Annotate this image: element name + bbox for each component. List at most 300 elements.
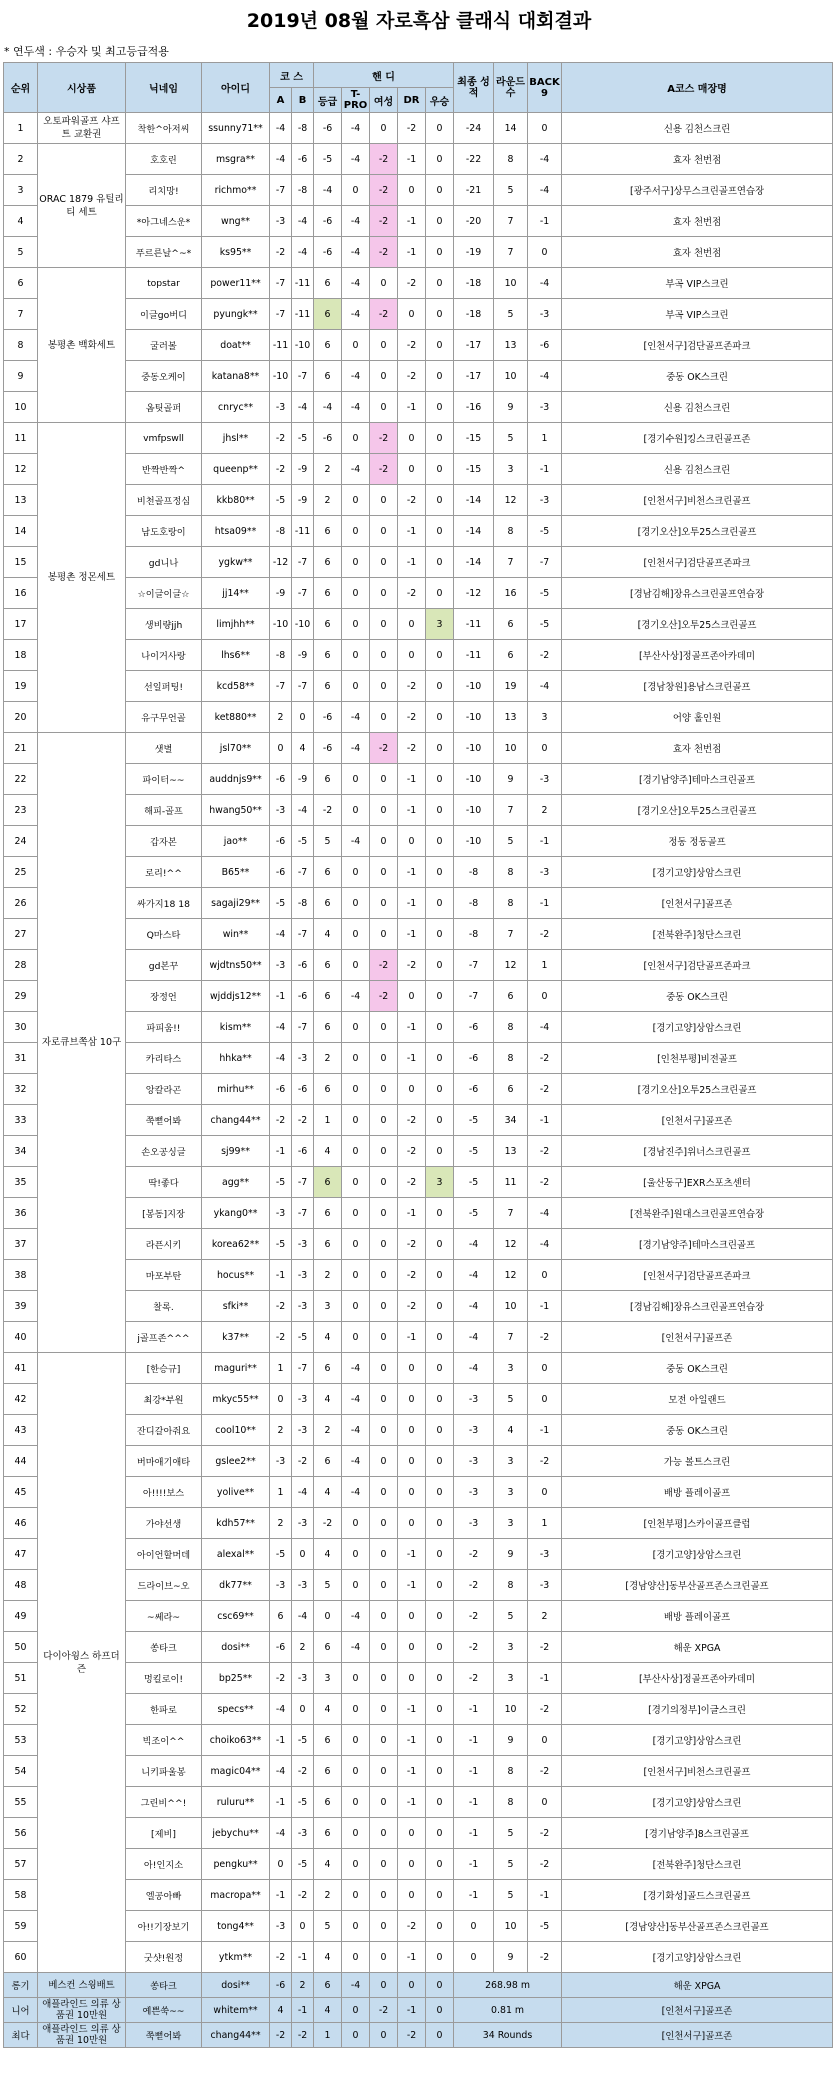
table-row [4, 330, 833, 361]
nickname-cell: 멍킬로이! [126, 1663, 202, 1694]
win-cell: 0 [426, 578, 454, 609]
nickname-cell: 잔디갈아줘요 [126, 1415, 202, 1446]
table-row [4, 888, 833, 919]
a-cell: 0 [270, 733, 292, 764]
store-cell: [경기고양]상암스크린 [562, 1012, 833, 1043]
a-cell: -2 [270, 1663, 292, 1694]
grade-cell: 2 [314, 1415, 342, 1446]
a-cell: -2 [270, 1291, 292, 1322]
dr-cell: 0 [398, 609, 426, 640]
dr-cell: 0 [398, 1632, 426, 1663]
b-cell: -7 [292, 1353, 314, 1384]
table-row [4, 361, 833, 392]
tpro-cell: -4 [342, 361, 370, 392]
rounds-cell: 5 [494, 1601, 528, 1632]
b-cell: -6 [292, 1136, 314, 1167]
store-cell: 효자 천번점 [562, 237, 833, 268]
nickname-cell: 로리!^^ [126, 857, 202, 888]
grade-cell: -4 [314, 175, 342, 206]
table-row [4, 1632, 833, 1663]
female-cell: 0 [370, 1942, 398, 1973]
id-cell: bp25** [202, 1663, 270, 1694]
back9-cell: -4 [528, 268, 562, 299]
dr-cell: 0 [398, 1477, 426, 1508]
b-cell: -3 [292, 1818, 314, 1849]
back9-cell: -2 [528, 1632, 562, 1663]
female-cell: 0 [370, 1384, 398, 1415]
back9-cell: -1 [528, 888, 562, 919]
table-row [4, 1384, 833, 1415]
female-cell: 0 [370, 919, 398, 950]
tpro-cell: 0 [342, 1849, 370, 1880]
rounds-cell: 12 [494, 950, 528, 981]
nickname-cell: 예쁜쑥~~ [126, 1998, 202, 2023]
a-cell: -3 [270, 1446, 292, 1477]
tpro-cell: 0 [342, 1694, 370, 1725]
final-cell: -5 [454, 1167, 494, 1198]
grade-cell: 4 [314, 1998, 342, 2023]
id-cell: limjhh** [202, 609, 270, 640]
back9-cell: -5 [528, 516, 562, 547]
final-cell: -1 [454, 1818, 494, 1849]
final-cell: -2 [454, 1663, 494, 1694]
female-cell: 0 [370, 268, 398, 299]
b-cell: -3 [292, 1229, 314, 1260]
win-cell: 0 [426, 299, 454, 330]
tpro-cell: 0 [342, 1322, 370, 1353]
id-cell: k37** [202, 1322, 270, 1353]
rounds-cell: 3 [494, 1632, 528, 1663]
final-cell: -17 [454, 330, 494, 361]
a-cell: -2 [270, 237, 292, 268]
b-cell: 0 [292, 1539, 314, 1570]
win-cell: 0 [426, 1198, 454, 1229]
win-cell: 0 [426, 826, 454, 857]
rank-cell: 38 [4, 1260, 38, 1291]
tpro-cell: -4 [342, 237, 370, 268]
rounds-cell: 9 [494, 1539, 528, 1570]
back9-cell: -4 [528, 1198, 562, 1229]
b-cell: -6 [292, 950, 314, 981]
dr-cell: -1 [398, 206, 426, 237]
back9-cell: 2 [528, 795, 562, 826]
nickname-cell: 니키파울봉 [126, 1756, 202, 1787]
table-row [4, 826, 833, 857]
tpro-cell: -4 [342, 144, 370, 175]
store-cell: [경기고양]상암스크린 [562, 1942, 833, 1973]
tpro-cell: 0 [342, 1539, 370, 1570]
tpro-cell: 0 [342, 1167, 370, 1198]
table-row [4, 485, 833, 516]
nickname-cell: 드라이브~오 [126, 1570, 202, 1601]
win-cell: 0 [426, 733, 454, 764]
nickname-cell: 쭉뻗어봐 [126, 2023, 202, 2048]
table-row [4, 1725, 833, 1756]
b-cell: -4 [292, 1477, 314, 1508]
dr-cell: -1 [398, 1043, 426, 1074]
b-cell: -7 [292, 857, 314, 888]
tpro-cell: 0 [342, 1229, 370, 1260]
nickname-cell: 아이언할머데 [126, 1539, 202, 1570]
rank-cell: 54 [4, 1756, 38, 1787]
store-cell: [경기수원]킹스크린골프존 [562, 423, 833, 454]
rounds-cell: 6 [494, 609, 528, 640]
dr-cell: -1 [398, 1694, 426, 1725]
header-win: 우승 [426, 88, 454, 113]
rank-cell: 29 [4, 981, 38, 1012]
store-cell: 부곡 VIP스크린 [562, 299, 833, 330]
rounds-cell: 7 [494, 795, 528, 826]
rank-cell: 33 [4, 1105, 38, 1136]
rank-cell: 53 [4, 1725, 38, 1756]
back9-cell: -3 [528, 1539, 562, 1570]
header-grade: 등급 [314, 88, 342, 113]
dr-cell: -1 [398, 795, 426, 826]
tpro-cell: -4 [342, 1632, 370, 1663]
final-cell: -1 [454, 1694, 494, 1725]
store-cell: [경남양산]동부산골프존스크린골프 [562, 1570, 833, 1601]
dr-cell: -2 [398, 485, 426, 516]
dr-cell: 0 [398, 1973, 426, 1998]
tpro-cell: -4 [342, 1973, 370, 1998]
win-cell: 0 [426, 1384, 454, 1415]
b-cell: -7 [292, 361, 314, 392]
back9-cell: -5 [528, 1911, 562, 1942]
final-cell: -2 [454, 1601, 494, 1632]
win-cell: 0 [426, 330, 454, 361]
a-cell: -6 [270, 764, 292, 795]
grade-cell: 5 [314, 826, 342, 857]
tpro-cell: 0 [342, 1998, 370, 2023]
rank-cell: 16 [4, 578, 38, 609]
store-cell: [부산사상]정골프존아카데미 [562, 1663, 833, 1694]
a-cell: -3 [270, 1198, 292, 1229]
back9-cell: -1 [528, 1105, 562, 1136]
female-cell: 0 [370, 485, 398, 516]
female-cell: 0 [370, 1322, 398, 1353]
grade-cell: 6 [314, 1632, 342, 1663]
rank-cell: 37 [4, 1229, 38, 1260]
grade-cell: 4 [314, 1136, 342, 1167]
tpro-cell: -4 [342, 1601, 370, 1632]
id-cell: magic04** [202, 1756, 270, 1787]
final-cell: -4 [454, 1353, 494, 1384]
store-cell: 배방 플레이골프 [562, 1477, 833, 1508]
b-cell: -8 [292, 175, 314, 206]
rank-cell: 21 [4, 733, 38, 764]
rank-cell: 56 [4, 1818, 38, 1849]
back9-cell: -3 [528, 485, 562, 516]
final-cell: -11 [454, 640, 494, 671]
final-cell: -10 [454, 764, 494, 795]
store-cell: [경남진주]위너스크린골프 [562, 1136, 833, 1167]
rounds-cell: 4 [494, 1415, 528, 1446]
back9-cell: -3 [528, 392, 562, 423]
b-cell: 0 [292, 702, 314, 733]
store-cell: [광주서구]상무스크린골프연습장 [562, 175, 833, 206]
back9-cell: -1 [528, 454, 562, 485]
final-cell: -15 [454, 423, 494, 454]
b-cell: -7 [292, 578, 314, 609]
id-cell: gslee2** [202, 1446, 270, 1477]
tpro-cell: 0 [342, 423, 370, 454]
rank-cell: 42 [4, 1384, 38, 1415]
id-cell: sagaji29** [202, 888, 270, 919]
grade-cell: 3 [314, 1663, 342, 1694]
table-row [4, 1105, 833, 1136]
a-cell: -3 [270, 795, 292, 826]
a-cell: -2 [270, 2023, 292, 2048]
win-cell: 0 [426, 1601, 454, 1632]
grade-cell: 1 [314, 1105, 342, 1136]
a-cell: -1 [270, 1136, 292, 1167]
tpro-cell: 0 [342, 1074, 370, 1105]
store-cell: [경기오산]오투25스크린골프 [562, 1074, 833, 1105]
grade-cell: -6 [314, 733, 342, 764]
female-cell: 0 [370, 1198, 398, 1229]
grade-cell: 6 [314, 609, 342, 640]
a-cell: -12 [270, 547, 292, 578]
rounds-cell: 8 [494, 888, 528, 919]
win-cell: 0 [426, 423, 454, 454]
rounds-cell: 5 [494, 1849, 528, 1880]
female-cell: -2 [370, 175, 398, 206]
back9-cell: -3 [528, 1570, 562, 1601]
dr-cell: -1 [398, 1539, 426, 1570]
nickname-cell: 굿샷!원정 [126, 1942, 202, 1973]
female-cell: 0 [370, 702, 398, 733]
rounds-cell: 3 [494, 454, 528, 485]
win-cell: 0 [426, 268, 454, 299]
rounds-cell: 5 [494, 423, 528, 454]
b-cell: -5 [292, 1849, 314, 1880]
nickname-cell: [제비] [126, 1818, 202, 1849]
id-cell: ket880** [202, 702, 270, 733]
nickname-cell: 선일퍼팅! [126, 671, 202, 702]
back9-cell: -2 [528, 1043, 562, 1074]
b-cell: 2 [292, 1973, 314, 1998]
dr-cell: -2 [398, 1291, 426, 1322]
final-cell: -3 [454, 1446, 494, 1477]
rounds-cell: 10 [494, 733, 528, 764]
tpro-cell: 0 [342, 1043, 370, 1074]
rank-cell: 2 [4, 144, 38, 175]
tpro-cell: 0 [342, 578, 370, 609]
win-cell: 0 [426, 361, 454, 392]
female-cell: 0 [370, 1167, 398, 1198]
female-cell: 0 [370, 1105, 398, 1136]
store-cell: [인천서구]골프존 [562, 888, 833, 919]
table-row [4, 237, 833, 268]
back9-cell: -4 [528, 1012, 562, 1043]
nickname-cell: 굴러볼 [126, 330, 202, 361]
tpro-cell: -4 [342, 1353, 370, 1384]
tpro-cell: 0 [342, 1911, 370, 1942]
rank-cell: 22 [4, 764, 38, 795]
back9-cell: 0 [528, 981, 562, 1012]
rank-cell: 46 [4, 1508, 38, 1539]
nickname-cell: Q마스타 [126, 919, 202, 950]
final-cell: -4 [454, 1291, 494, 1322]
a-cell: -3 [270, 206, 292, 237]
award-prize-cell: 베스컨 스윙배트 [38, 1973, 126, 1998]
a-cell: -2 [270, 1322, 292, 1353]
rank-cell: 60 [4, 1942, 38, 1973]
grade-cell: 2 [314, 1043, 342, 1074]
id-cell: wjddjs12** [202, 981, 270, 1012]
store-cell: [인천서구]검단골프존파크 [562, 330, 833, 361]
win-cell: 0 [426, 1756, 454, 1787]
a-cell: -2 [270, 423, 292, 454]
female-cell: -2 [370, 237, 398, 268]
win-cell: 0 [426, 981, 454, 1012]
a-cell: -8 [270, 640, 292, 671]
rank-cell: 7 [4, 299, 38, 330]
a-cell: -4 [270, 1694, 292, 1725]
b-cell: -6 [292, 981, 314, 1012]
id-cell: agg** [202, 1167, 270, 1198]
tpro-cell: -4 [342, 206, 370, 237]
grade-cell: 6 [314, 578, 342, 609]
store-cell: [경기남양주]테마스크린골프 [562, 1229, 833, 1260]
store-cell: [인천서구]골프존 [562, 1998, 833, 2023]
final-cell: -1 [454, 1849, 494, 1880]
rounds-cell: 13 [494, 702, 528, 733]
store-cell: 중동 OK스크린 [562, 361, 833, 392]
table-row [4, 671, 833, 702]
a-cell: -1 [270, 1260, 292, 1291]
tpro-cell: 0 [342, 1291, 370, 1322]
dr-cell: -2 [398, 268, 426, 299]
a-cell: -4 [270, 919, 292, 950]
dr-cell: 0 [398, 1663, 426, 1694]
table-row [4, 1849, 833, 1880]
b-cell: -11 [292, 516, 314, 547]
nickname-cell: [봉동]지장 [126, 1198, 202, 1229]
grade-cell: -6 [314, 206, 342, 237]
female-cell: 0 [370, 578, 398, 609]
rank-cell: 18 [4, 640, 38, 671]
a-cell: -6 [270, 1074, 292, 1105]
id-cell: hocus** [202, 1260, 270, 1291]
nickname-cell: 파이터~~ [126, 764, 202, 795]
b-cell: -2 [292, 1446, 314, 1477]
dr-cell: -1 [398, 1012, 426, 1043]
tpro-cell: 0 [342, 485, 370, 516]
award-prize-cell: 애플라인드 의류 상품권 10만원 [38, 1998, 126, 2023]
id-cell: choiko63** [202, 1725, 270, 1756]
table-row [4, 1198, 833, 1229]
final-cell: -3 [454, 1415, 494, 1446]
win-cell: 0 [426, 1322, 454, 1353]
back9-cell: -1 [528, 1663, 562, 1694]
back9-cell: 0 [528, 733, 562, 764]
nickname-cell: 착한^아저씨 [126, 113, 202, 144]
nickname-cell: 나이거사랑 [126, 640, 202, 671]
back9-cell: -2 [528, 1446, 562, 1477]
female-cell: 0 [370, 1136, 398, 1167]
id-cell: whitem** [202, 1998, 270, 2023]
rank-cell: 31 [4, 1043, 38, 1074]
table-row [4, 144, 833, 175]
final-cell: -22 [454, 144, 494, 175]
store-cell: 해운 XPGA [562, 1632, 833, 1663]
id-cell: msgra** [202, 144, 270, 175]
rank-cell: 12 [4, 454, 38, 485]
store-cell: [경남창원]용남스크린골프 [562, 671, 833, 702]
win-cell: 0 [426, 919, 454, 950]
nickname-cell: 이글go버디 [126, 299, 202, 330]
rounds-cell: 5 [494, 1384, 528, 1415]
a-cell: 1 [270, 1353, 292, 1384]
rank-cell: 43 [4, 1415, 38, 1446]
female-cell: -2 [370, 1998, 398, 2023]
female-cell: 0 [370, 1601, 398, 1632]
a-cell: 1 [270, 1477, 292, 1508]
header-rounds: 라운드 수 [494, 63, 528, 113]
header-handi: 핸 디 [314, 63, 454, 88]
table-row [4, 1570, 833, 1601]
grade-cell: 6 [314, 640, 342, 671]
a-cell: -7 [270, 268, 292, 299]
dr-cell: 0 [398, 1353, 426, 1384]
back9-cell: -2 [528, 640, 562, 671]
nickname-cell: 최강*부원 [126, 1384, 202, 1415]
b-cell: -9 [292, 485, 314, 516]
back9-cell: 1 [528, 950, 562, 981]
final-cell: -10 [454, 826, 494, 857]
table-row [4, 764, 833, 795]
back9-cell: -6 [528, 330, 562, 361]
back9-cell: 1 [528, 1508, 562, 1539]
b-cell: -10 [292, 609, 314, 640]
back9-cell: -4 [528, 144, 562, 175]
win-cell: 0 [426, 1508, 454, 1539]
table-row [4, 1756, 833, 1787]
tpro-cell: 0 [342, 175, 370, 206]
final-cell: -1 [454, 1756, 494, 1787]
header-a: A [270, 88, 292, 113]
rank-cell: 4 [4, 206, 38, 237]
nickname-cell: 앙칼라곤 [126, 1074, 202, 1105]
female-cell: 0 [370, 1043, 398, 1074]
nickname-cell: 남도호랑이 [126, 516, 202, 547]
grade-cell: 6 [314, 981, 342, 1012]
rank-cell: 40 [4, 1322, 38, 1353]
a-cell: -3 [270, 392, 292, 423]
rounds-cell: 34 [494, 1105, 528, 1136]
grade-cell: 6 [314, 1229, 342, 1260]
rank-cell: 59 [4, 1911, 38, 1942]
grade-cell: 6 [314, 950, 342, 981]
b-cell: -5 [292, 1725, 314, 1756]
win-cell: 0 [426, 1229, 454, 1260]
b-cell: -3 [292, 1415, 314, 1446]
final-cell: -18 [454, 268, 494, 299]
prize-group-cell: 봉평촌 정몬세트 [38, 423, 126, 733]
a-cell: -4 [270, 113, 292, 144]
rounds-cell: 3 [494, 1663, 528, 1694]
store-cell: [인천서구]비천스크린골프 [562, 1756, 833, 1787]
female-cell: 0 [370, 1508, 398, 1539]
store-cell: [인천서구]검단골프존파크 [562, 547, 833, 578]
id-cell: maguri** [202, 1353, 270, 1384]
store-cell: [경기남양주]테마스크린골프 [562, 764, 833, 795]
a-cell: -4 [270, 1012, 292, 1043]
b-cell: -11 [292, 299, 314, 330]
win-cell: 0 [426, 702, 454, 733]
results-table [3, 62, 833, 2048]
